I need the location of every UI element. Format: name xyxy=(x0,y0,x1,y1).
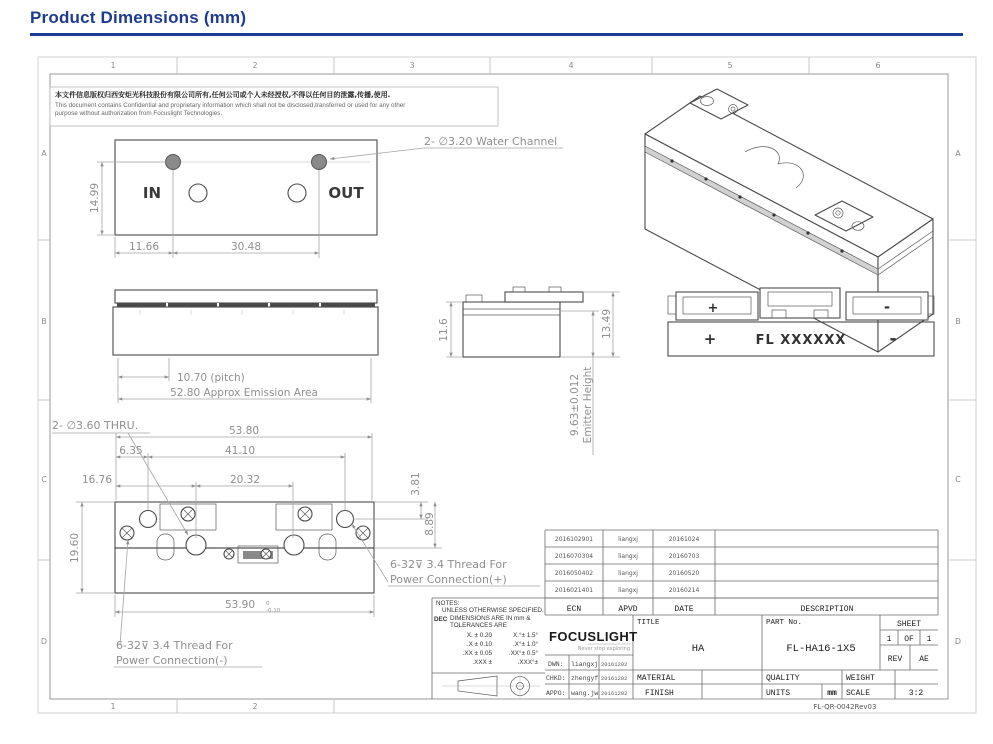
dim-6-35: 6.35 xyxy=(119,445,143,457)
terminal-minus-top: - xyxy=(883,298,891,316)
appo-date: 20161202 xyxy=(601,690,628,697)
serial-label: FL XXXXXX xyxy=(755,333,847,348)
label-out: OUT xyxy=(328,184,364,202)
rev-row-apvd: liangxj xyxy=(618,587,638,594)
zone-row-b-right: B xyxy=(955,317,961,326)
focuslight-logo: FOCUSLIGHT xyxy=(549,629,638,644)
confidential-text-en1: This document contains Confidential and proprietary information which shall not be disclosed,transferred or used for any other xyxy=(55,102,406,109)
confidential-text-en2: purpose without authorization from Focuslight Technologies. xyxy=(55,110,223,117)
thru-hole-left xyxy=(140,511,157,528)
units-label: UNITS xyxy=(766,689,791,698)
title-label: TITLE xyxy=(637,619,660,627)
zone-col-2: 2 xyxy=(252,61,258,70)
finish-label: FINISH xyxy=(645,689,674,698)
zone-col-bottom-1: 1 xyxy=(110,702,116,711)
zone-row-d-left: D xyxy=(40,637,48,646)
zone-col-3: 3 xyxy=(409,61,415,70)
appo-label: APPO: xyxy=(546,690,566,697)
tol-r1b: X.°± 1.5° xyxy=(513,632,538,639)
tol-r2b: .X°± 1.0° xyxy=(513,641,538,648)
sheet-of: OF xyxy=(904,635,914,644)
tol-r2a: .X ± 0.10 xyxy=(466,641,492,648)
rev-row-apvd: liangxj xyxy=(618,570,638,577)
water-channel-callout: 2- ∅3.20 Water Channel xyxy=(424,135,558,148)
title-value: HA xyxy=(691,643,705,655)
label-emitter-height: Emitter Height xyxy=(582,366,594,444)
quality-label: QUALITY xyxy=(766,674,800,683)
terminal-minus: - xyxy=(889,329,897,349)
back-view xyxy=(668,288,934,356)
front-view xyxy=(113,290,378,403)
rev-value: AE xyxy=(919,655,929,664)
thru-hole-callout: 2- ∅3.60 THRU. xyxy=(52,419,139,432)
zone-row-a-right: A xyxy=(955,149,961,158)
dim-41-10: 41.10 xyxy=(224,445,256,457)
thru-hole-right xyxy=(337,511,354,528)
rev-row-date: 20161024 xyxy=(668,536,700,543)
page-title: Product Dimensions (mm) xyxy=(30,8,247,27)
scale-value: 3:2 xyxy=(908,689,924,698)
material-label: MATERIAL xyxy=(637,674,676,683)
dim-20-32: 20.32 xyxy=(229,474,261,486)
zone-row-c-left: C xyxy=(41,475,47,484)
dim-3-81: 3.81 xyxy=(410,472,422,496)
zone-row-a-left: A xyxy=(41,149,47,158)
chkd-date: 20161202 xyxy=(601,675,628,682)
water-port-right xyxy=(284,535,304,555)
zone-row-c-right: C xyxy=(955,475,961,484)
weight-label: WEIGHT xyxy=(846,674,875,683)
thread-plus-line1: 6-32⊽ 3.4 Thread For xyxy=(390,558,507,571)
dim-16-76: 16.76 xyxy=(81,474,112,486)
rev-header-description: DESCRIPTION xyxy=(800,605,854,614)
rev-label: REV xyxy=(887,655,903,664)
terminal-plus-top: + xyxy=(707,301,719,316)
rev-row-date: 20160214 xyxy=(668,587,700,594)
rev-row-ecn: 2016021401 xyxy=(554,587,594,594)
notes-dec: DEC xyxy=(434,616,448,623)
zone-col-6: 6 xyxy=(875,61,881,70)
chkd-name: zhengyf xyxy=(571,675,599,682)
part-no-value: FL-HA16-1X5 xyxy=(786,643,856,655)
zone-col-bottom-2: 2 xyxy=(252,702,258,711)
top-view xyxy=(89,135,563,258)
rev-row-apvd: liangxj xyxy=(618,536,638,543)
projection-symbol-icon xyxy=(442,674,540,698)
tol-r4a: .XXX ± xyxy=(472,659,492,666)
thread-minus-line2: Power Connection(-) xyxy=(116,654,228,667)
zone-col-5: 5 xyxy=(727,61,733,70)
dim-53-80: 53.80 xyxy=(228,425,260,437)
dwn-date: 20161202 xyxy=(601,661,628,668)
confidential-note xyxy=(50,87,498,126)
notes-label: NOTES: xyxy=(436,600,460,607)
dim-14-99: 14.99 xyxy=(89,182,101,214)
label-in: IN xyxy=(142,184,162,202)
dim-53-90-tol-upper: 0 xyxy=(266,601,270,607)
port-hole-left xyxy=(189,184,207,202)
notes-dims2: TOLERANCES ARE xyxy=(450,622,507,629)
dim-8-89: 8.89 xyxy=(424,512,436,536)
dim-11-66: 11.66 xyxy=(128,241,160,253)
tol-r1a: X. ± 0.20 xyxy=(466,632,492,639)
tol-r3a: .XX ± 0.05 xyxy=(462,650,492,657)
tol-r3b: .XX°± 0.5° xyxy=(508,650,538,657)
document-code: FL-QR-0042Rev03 xyxy=(813,703,877,711)
part-no-label: PART No. xyxy=(766,619,803,627)
dim-pitch: 10.70 (pitch) xyxy=(177,372,245,384)
rev-row-date: 20160703 xyxy=(668,553,700,560)
scale-label: SCALE xyxy=(846,689,871,698)
units-value: mm xyxy=(827,689,837,698)
sheet-total: 1 xyxy=(926,635,932,644)
dim-19-60: 19.60 xyxy=(69,532,81,564)
rev-row-date: 20160520 xyxy=(668,570,700,577)
dim-13-49: 13.49 xyxy=(601,308,613,340)
confidential-text-zh: 本文件信息版权归西安炬光科技股份有限公司所有,任何公司或个人未经授权,不得以任何目的泄露,传播,使用. xyxy=(55,91,391,99)
side-view xyxy=(438,287,620,455)
dim-emission-area: 52.80 Approx Emission Area xyxy=(170,387,318,399)
dim-53-90: 53.90 xyxy=(224,599,256,611)
thread-minus-line1: 6-32⊽ 3.4 Thread For xyxy=(116,639,233,652)
dim-30-48: 30.48 xyxy=(230,241,262,253)
port-hole-right xyxy=(288,184,306,202)
logo-tagline: Never stop exploring xyxy=(577,646,630,652)
dim-53-90-tol-lower: -0.10 xyxy=(266,608,281,614)
chkd-label: CHKD: xyxy=(546,675,566,682)
zone-row-b-left: B xyxy=(41,317,47,326)
dwn-label: DWN: xyxy=(548,661,564,668)
zone-col-1: 1 xyxy=(110,61,116,70)
terminal-plus: + xyxy=(703,330,717,348)
water-hole-in xyxy=(166,155,181,170)
dwn-name: liangxj xyxy=(571,661,599,668)
rev-header-apvd: APVD xyxy=(618,605,638,614)
sheet-label: SHEET xyxy=(896,620,922,629)
notes-dims1: DIMENSIONS ARE IN mm & xyxy=(450,615,531,622)
rev-row-ecn: 2016050402 xyxy=(554,570,594,577)
rev-row-ecn: 2016102901 xyxy=(554,536,594,543)
water-hole-out xyxy=(312,155,327,170)
dim-11-6: 11.6 xyxy=(438,318,450,342)
dim-emitter-height: 9.63±0.012 xyxy=(569,373,581,437)
zone-col-4: 4 xyxy=(568,61,574,70)
thread-plus-line2: Power Connection(+) xyxy=(390,573,507,586)
sheet-number: 1 xyxy=(886,635,892,644)
revision-table xyxy=(545,530,938,615)
bottom-view xyxy=(52,419,540,667)
rev-header-date: DATE xyxy=(674,605,694,614)
rev-row-ecn: 2016070304 xyxy=(554,553,594,560)
tol-r4b: .XXX°± xyxy=(517,659,538,666)
notes-unless: UNLESS OTHERWISE SPECIFIED. xyxy=(442,607,544,614)
zone-row-d-right: D xyxy=(954,637,962,646)
rev-header-ecn: ECN xyxy=(566,605,582,614)
appo-name: wang.jw xyxy=(571,690,599,697)
rev-row-apvd: liangxj xyxy=(618,553,638,560)
